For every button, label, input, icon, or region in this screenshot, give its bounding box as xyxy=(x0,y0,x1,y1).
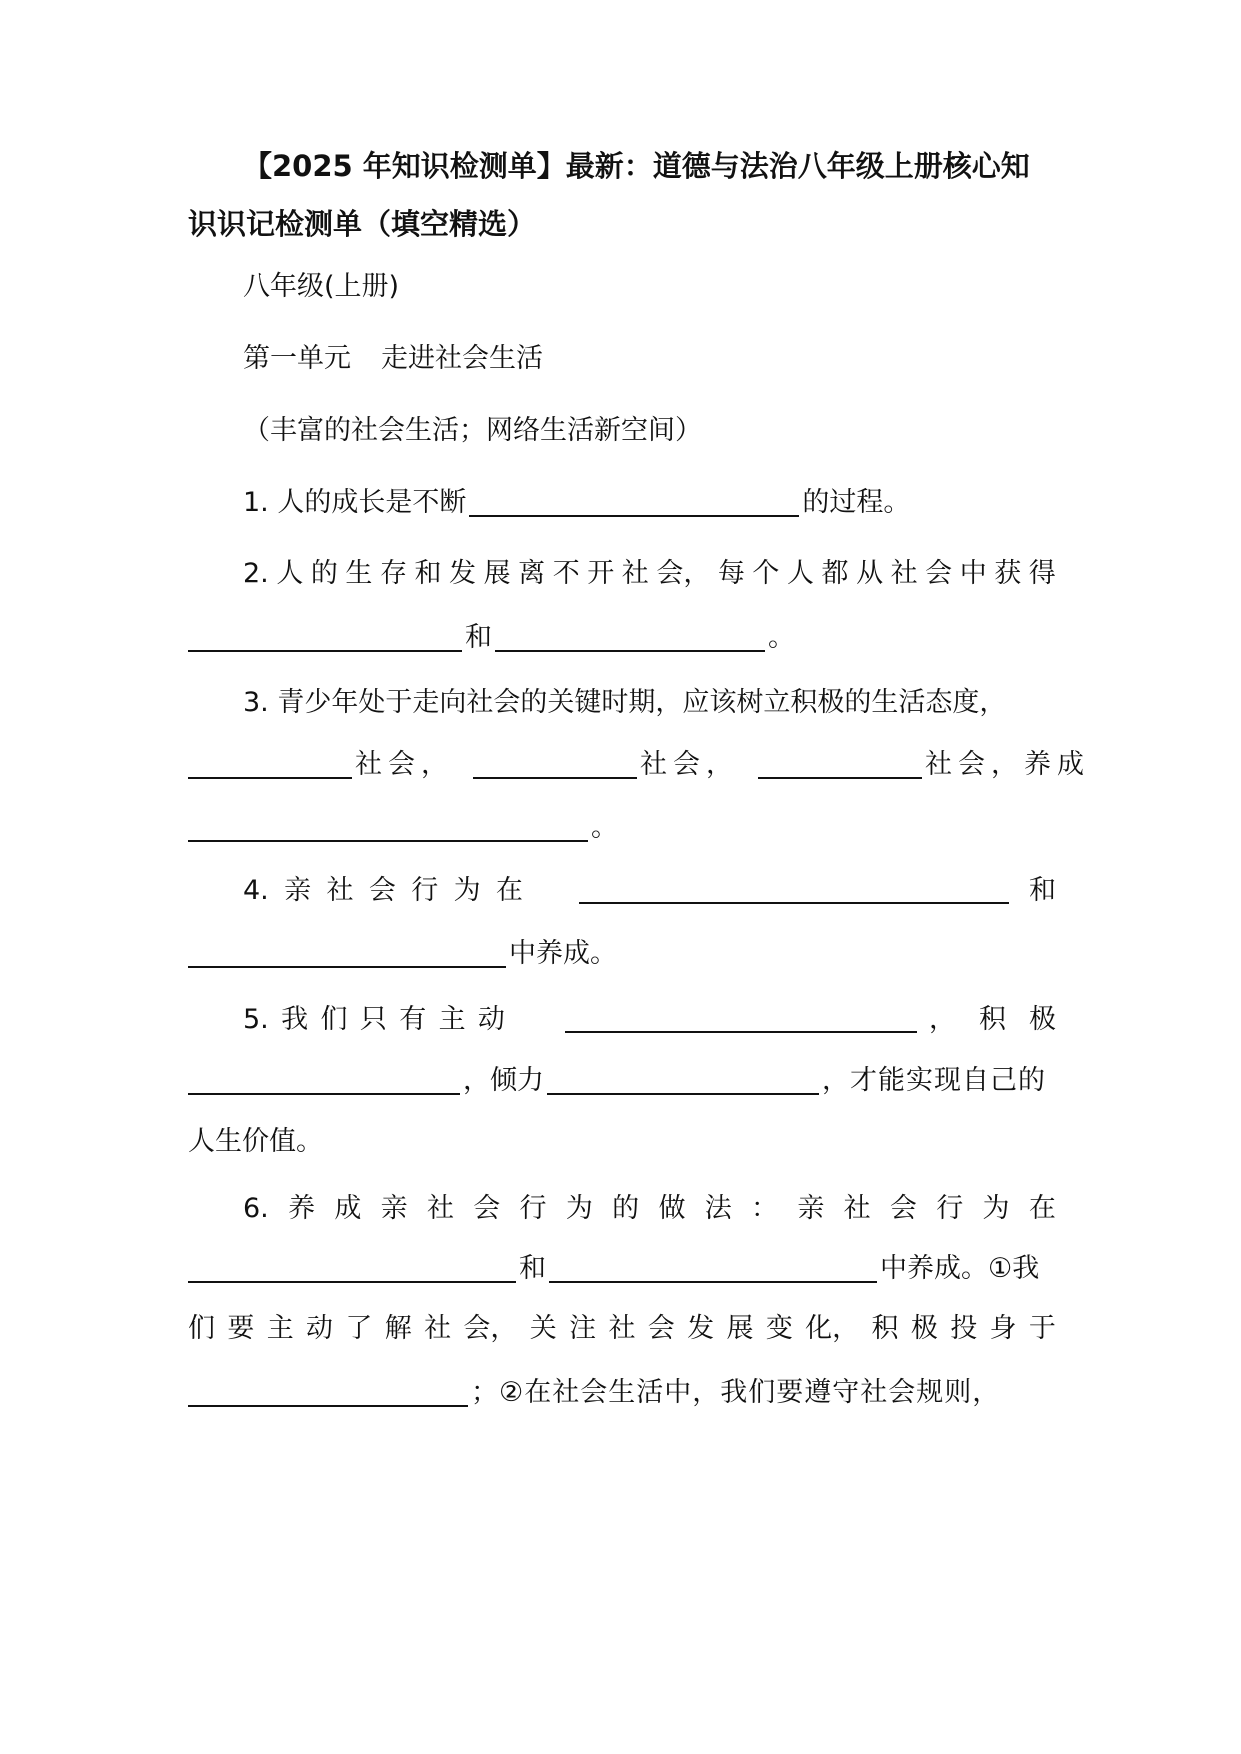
question-5-line3 xyxy=(188,1119,1056,1165)
question-2-line2 xyxy=(188,615,1056,661)
q2-char: 存 xyxy=(379,558,407,589)
question-6-line2 xyxy=(188,1246,1056,1292)
q3-text-1: 3. 青少年处于走向社会的关键时期，应该树立积极的生活态度， xyxy=(243,687,1007,718)
q4-char: 社 xyxy=(326,875,354,906)
q2-char: 开 xyxy=(587,558,615,589)
doc-title-line2 xyxy=(188,201,1056,247)
q2-char: 人 xyxy=(276,558,304,589)
q6-char: 极 xyxy=(910,1313,938,1344)
q2-char: 和 xyxy=(414,558,442,589)
question-3-line2 xyxy=(188,742,1090,788)
q6-char: 养 xyxy=(288,1193,316,1224)
q2-char: 2. xyxy=(243,558,269,589)
q5-end: ，才能实现自己的 xyxy=(822,1065,1046,1096)
q6-char: 的 xyxy=(612,1193,640,1224)
q6-char: 在 xyxy=(1028,1193,1056,1224)
q3-word: 社会，养成 xyxy=(925,749,1090,780)
q6-and: 和 xyxy=(519,1253,546,1284)
q6-char: 为 xyxy=(565,1193,593,1224)
q6-char: 变 xyxy=(765,1313,793,1344)
q5-char: 们 xyxy=(320,1004,348,1035)
grade-heading xyxy=(243,264,1111,310)
q5-char: 主 xyxy=(438,1004,466,1035)
q2-char: 从 xyxy=(856,558,884,589)
q6-char: 于 xyxy=(1028,1313,1056,1344)
lessons-heading xyxy=(243,408,1111,454)
q6-char: 积 xyxy=(871,1313,899,1344)
doc-title-text-2: 识识记检测单（填空精选） xyxy=(188,207,537,241)
q6-char: 为 xyxy=(982,1193,1010,1224)
q6-char: 亲 xyxy=(380,1193,408,1224)
unit-label: 第一单元 xyxy=(243,343,351,374)
q2-char: 的 xyxy=(310,558,338,589)
q2-char: 社 xyxy=(890,558,918,589)
q2-char: 社 xyxy=(621,558,649,589)
q2-char: 得 xyxy=(1028,558,1056,589)
q2-char: 每 xyxy=(717,558,745,589)
q1-text-a: 1. 人的成长是不断 xyxy=(243,487,467,518)
question-6-line3 xyxy=(188,1306,1056,1352)
q6-char: ： xyxy=(751,1193,779,1224)
q5-char: 积 xyxy=(979,1004,1006,1035)
question-4-line2 xyxy=(188,931,1056,977)
q6-end-4: ；②在社会生活中，我们要遵守社会规则， xyxy=(471,1377,1001,1408)
q6-char: 行 xyxy=(936,1193,964,1224)
q5-char: 动 xyxy=(477,1004,505,1035)
q6-char: 成 xyxy=(334,1193,362,1224)
q5-text-3: 人生价值。 xyxy=(188,1126,323,1157)
doc-title-text-1: 【2025 年知识检测单】最新：道德与法治八年级上册核心知 xyxy=(243,149,1030,183)
q4-char: 亲 xyxy=(284,875,312,906)
q2-char: 人 xyxy=(786,558,814,589)
question-3-line3 xyxy=(188,805,1056,851)
q2-blank-1[interactable] xyxy=(188,650,462,652)
q2-char: 展 xyxy=(483,558,511,589)
q4-char: 在 xyxy=(495,875,523,906)
question-2-line1 xyxy=(243,551,1056,597)
question-3-line1 xyxy=(243,680,1056,726)
question-5-line1 xyxy=(243,997,1056,1043)
q4-end: 中养成。 xyxy=(509,938,617,969)
q5-char: ， xyxy=(929,1004,956,1035)
q6-blank-1[interactable] xyxy=(188,1281,516,1283)
q6-char: 社 xyxy=(426,1193,454,1224)
question-6-line1 xyxy=(243,1186,1056,1232)
q5-char: 极 xyxy=(1029,1004,1056,1035)
q6-char: 会， xyxy=(463,1313,518,1344)
q3-blank-3[interactable] xyxy=(758,777,922,779)
q6-char: 会 xyxy=(647,1313,675,1344)
q6-char: 注 xyxy=(569,1313,597,1344)
question-5-line2 xyxy=(188,1058,1056,1104)
q2-and: 和 xyxy=(465,622,492,653)
q1-text-b: 的过程。 xyxy=(802,487,911,518)
q2-char: 个 xyxy=(752,558,780,589)
q6-char: 6. xyxy=(243,1193,269,1224)
q6-char: 关 xyxy=(529,1313,557,1344)
question-4-line1 xyxy=(243,868,1056,914)
q2-char: 离 xyxy=(518,558,546,589)
q5-char: 有 xyxy=(399,1004,427,1035)
q6-char: 们 xyxy=(188,1313,215,1344)
q2-blank-2[interactable] xyxy=(495,650,765,652)
q4-char: 4. xyxy=(243,875,269,906)
q3-end: 。 xyxy=(591,812,618,843)
q4-char: 为 xyxy=(453,875,481,906)
q2-char: 发 xyxy=(449,558,477,589)
q6-char: 主 xyxy=(266,1313,294,1344)
q6-char: 社 xyxy=(608,1313,636,1344)
q6-char: 发 xyxy=(687,1313,715,1344)
q3-word: 社会， xyxy=(355,749,454,780)
q6-char: 法 xyxy=(704,1193,732,1224)
q5-blank-1[interactable] xyxy=(565,1031,917,1033)
q5-char: 5. xyxy=(243,1004,269,1035)
q6-char: 会 xyxy=(889,1193,917,1224)
q4-char: 会 xyxy=(368,875,396,906)
q6-char: 化， xyxy=(805,1313,860,1344)
q5-mid: ，倾力 xyxy=(463,1065,544,1096)
q2-char: 都 xyxy=(821,558,849,589)
q5-char: 只 xyxy=(359,1004,387,1035)
unit-name: 走进社会生活 xyxy=(381,343,543,374)
q6-char: 社 xyxy=(424,1313,452,1344)
q2-char: 中 xyxy=(959,558,987,589)
q5-blank-3[interactable] xyxy=(547,1093,819,1095)
q6-char: 动 xyxy=(306,1313,334,1344)
q6-char: 行 xyxy=(519,1193,547,1224)
unit-heading xyxy=(243,336,1111,382)
doc-title-line1 xyxy=(243,143,1063,189)
q2-end: 。 xyxy=(768,622,795,653)
question-1 xyxy=(243,480,1111,526)
q6-char: 社 xyxy=(843,1193,871,1224)
q3-blank-1[interactable] xyxy=(188,777,352,779)
q6-char: 展 xyxy=(726,1313,754,1344)
q6-blank-2[interactable] xyxy=(549,1281,877,1283)
grade-text: 八年级(上册) xyxy=(243,271,400,302)
q3-word: 社会， xyxy=(640,749,739,780)
q4-blank-1[interactable] xyxy=(579,902,1009,904)
q6-char: 投 xyxy=(950,1313,978,1344)
q1-blank[interactable] xyxy=(469,515,799,517)
q4-char: 行 xyxy=(411,875,439,906)
lessons-text: （丰富的社会生活；网络生活新空间） xyxy=(243,415,702,446)
question-6-line4 xyxy=(188,1370,1056,1416)
q5-char: 我 xyxy=(281,1004,309,1035)
q6-char: 要 xyxy=(227,1313,255,1344)
q3-blank-2[interactable] xyxy=(473,777,637,779)
q4-and: 和 xyxy=(1029,875,1056,906)
q2-char: 生 xyxy=(345,558,373,589)
q2-char: 会 xyxy=(925,558,953,589)
q6-char: 做 xyxy=(658,1193,686,1224)
q2-char: 获 xyxy=(994,558,1022,589)
q6-char: 亲 xyxy=(797,1193,825,1224)
q3-blank-4[interactable] xyxy=(188,840,588,842)
q2-char: 会， xyxy=(656,558,711,589)
q2-char: 不 xyxy=(552,558,580,589)
q6-char: 解 xyxy=(384,1313,412,1344)
q6-char: 身 xyxy=(989,1313,1017,1344)
q6-end-2: 中养成。①我 xyxy=(880,1253,1040,1284)
q4-blank-2[interactable] xyxy=(188,966,506,968)
q6-blank-3[interactable] xyxy=(188,1405,468,1407)
q6-char: 了 xyxy=(345,1313,373,1344)
q5-blank-2[interactable] xyxy=(188,1093,460,1095)
q6-char: 会 xyxy=(473,1193,501,1224)
